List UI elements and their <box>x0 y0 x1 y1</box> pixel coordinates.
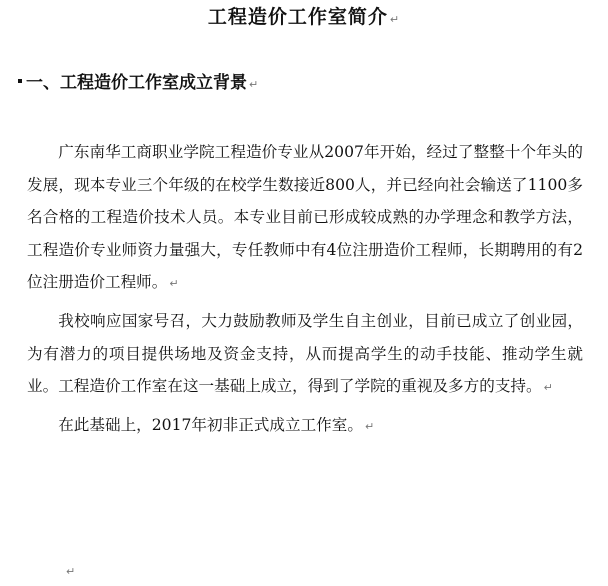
paragraph-text: 我校响应国家号召，大力鼓励教师及学生自主创业，目前已成立了创业园，为有潜力的项目提供场地及资金支持，从而提高学生的动手技能、推动学生就业。工程造价工作室在这一基础上成立，得到了学院的重视及多方的支持。 <box>27 311 583 396</box>
paragraph <box>27 305 583 405</box>
paragraph-mark-icon: ↵ <box>543 381 553 395</box>
paragraph-mark-icon: ↵ <box>249 78 259 91</box>
list-bullet-icon <box>18 79 22 83</box>
paragraph-mark-icon: ↵ <box>66 565 76 578</box>
paragraph-text: 在此基础上，2017年初非正式成立工作室。 <box>58 415 363 434</box>
empty-paragraph <box>64 560 75 579</box>
document-title-text: 工程造价工作室简介 <box>207 6 388 28</box>
section-heading-text: 一、工程造价工作室成立背景 <box>26 73 247 93</box>
paragraph <box>27 136 583 301</box>
section-heading <box>18 70 258 98</box>
paragraph-mark-icon: ↵ <box>389 13 401 26</box>
paragraph-mark-icon: ↵ <box>169 277 179 291</box>
paragraph-mark-icon: ↵ <box>364 419 375 433</box>
document-title <box>0 4 608 33</box>
paragraph-text: 广东南华工商职业学院工程造价专业从2007年开始，经过了整整十个年头的发展，现本专业三个年级的在校学生数接近800人，并已经向社会输送了1100多名合格的工程造价技术人员。本专业目前已形成较成熟的办学理念和教学方法，工程造价专业师资力量强大，专任教师中有4位注册造价工程师，长期聘用的有2位注册造价工程师。 <box>27 143 583 292</box>
paragraph <box>27 409 583 444</box>
body-text <box>27 136 583 443</box>
